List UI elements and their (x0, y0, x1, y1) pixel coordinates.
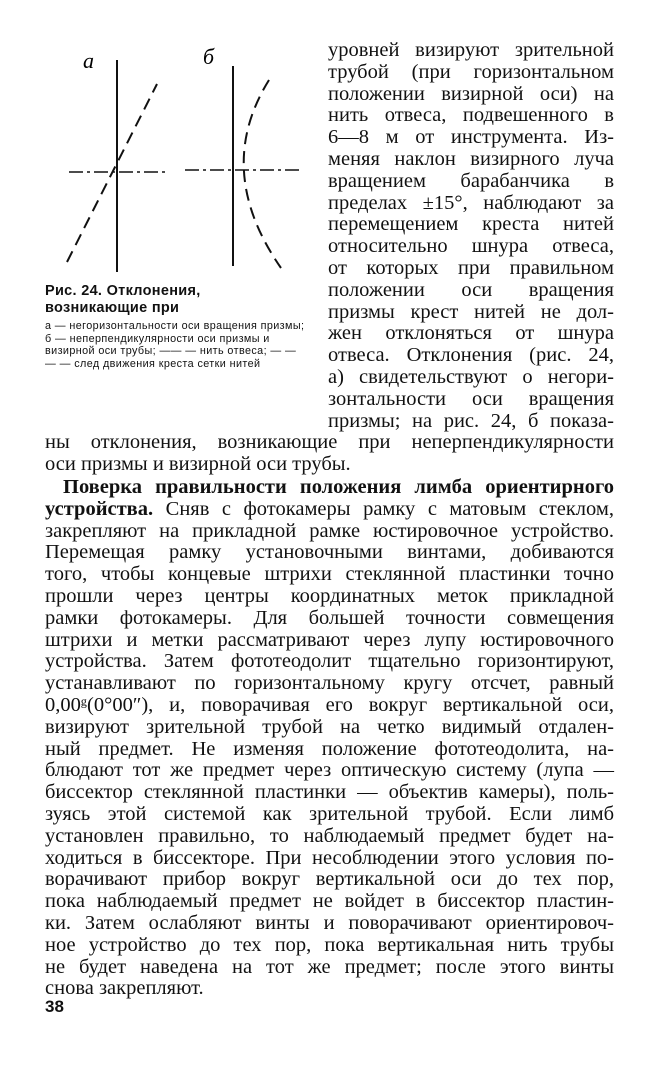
page-number: 38 (45, 997, 64, 1016)
text-line: рамки фотокамеры. Для большей точности совмещения (45, 606, 614, 629)
text-line: пределах ±15°, наблюдают за (328, 191, 614, 214)
figure-label-a: а (83, 48, 94, 73)
text-line: от которых при правильном (328, 256, 614, 279)
text-line: нить отвеса, подвешенного в (328, 104, 614, 127)
text-line: оси призмы и визирной оси трубы. (45, 452, 351, 475)
text-line: положении визирной оси) на (328, 82, 614, 105)
paragraph-lens-check (45, 477, 614, 1000)
text-line: устройства. Затем фототеодолит тщательно горизонтируют, (45, 650, 614, 673)
text-line: жен отклоняться от шнура (328, 322, 614, 345)
text-line: зонтальности оси вращения (328, 387, 614, 410)
right-column-text (328, 40, 614, 432)
text-line: штрихи и метки рассматривают через лупу юстировочного (45, 628, 614, 651)
figure-24-diagram (45, 40, 315, 280)
text-line: перемещением креста нитей (328, 213, 614, 236)
text-line: уровней визируют зрительной (328, 39, 614, 61)
text-line: ки. Затем ослабляют винты и поворачивают ориентировоч- (45, 911, 614, 934)
text-line: установлен правильно, то наблюдаемый предмет будет на- (45, 824, 614, 847)
text-line: устанавливают по горизонтальному кругу отсчет, равный (45, 672, 614, 695)
text-line: визируют зрительной трубой на четко видимый отдален- (45, 715, 614, 738)
crosshair-trace-a (67, 84, 157, 262)
text-line: закрепляют на прикладной рамке юстировочное устройство. (45, 519, 614, 542)
paragraph-heading-end: устройства. (45, 497, 154, 520)
figure-label-b: б (203, 44, 215, 69)
text-line: Перемещая рамку установочными винтами, добиваются (45, 541, 614, 564)
text-line: отвеса. Отклонения (рис. 24, (328, 344, 614, 367)
text-line: меняя наклон визирного луча (328, 147, 614, 170)
caption-title: Рис. 24. Отклонения, возникающие при (45, 283, 201, 316)
text-line: относительно шнура отвеса, (328, 235, 614, 258)
paragraph-heading: Поверка правильности положения лимба ориентирного (63, 476, 614, 498)
text-line: блюдают тот же предмет через оптическую систему (лупа — (45, 759, 614, 782)
text-line: 0,00ᵍ(0°00″), и, поворачивая его вокруг вертикальной оси, (45, 693, 614, 716)
text-line: прошли через центры координатных меток прикладной (45, 584, 614, 607)
text-line: зуясь этой системой как зрительной трубой. Если лимб (45, 802, 614, 825)
paragraph-continuation (45, 432, 614, 476)
text-line: трубой (при горизонтальном (328, 60, 614, 83)
text-line: ное устройство до тех пор, пока вертикальная нить трубы (45, 933, 614, 956)
text-line: ходиться в биссекторе. При несоблюдении этого условия по- (45, 846, 614, 869)
text-line: а) свидетельствуют о негори- (328, 365, 614, 388)
text-line: 6—8 м от инструмента. Из- (328, 126, 614, 149)
text-line: вращением барабанчика в (328, 169, 614, 192)
text-line: ворачивают прибор вокруг вертикальной оси до тех пор, (45, 868, 614, 891)
text-line: ный предмет. Не изменяя положение фототеодолита, на- (45, 737, 614, 760)
figure-caption (45, 283, 307, 370)
text-line: призмы; на рис. 24, б показа- (328, 409, 614, 432)
text-line: пока наблюдаемый предмет не войдет в биссектор пластин- (45, 890, 614, 913)
text-line-rest: Сняв с фотокамеры рамку с матовым стеклом, (165, 497, 614, 520)
text-line: ны отклонения, возникающие при неперпендикулярности (45, 431, 614, 453)
text-line: призмы крест нитей не дол- (328, 300, 614, 323)
text-line (45, 499, 614, 521)
text-line: положении оси вращения (328, 278, 614, 301)
text-line: того, чтобы концевые штрихи стеклянной пластинки точно (45, 563, 614, 586)
text-line: не будет наведена на тот же предмет; после этого винты (45, 955, 614, 978)
caption-legend: а — негоризонтальности оси вращения призмы; б — неперпендикулярности оси призмы и визирной оси трубы; —— — нить отвеса; — — — — след движения креста сетки нитей (45, 320, 305, 370)
text-line: снова закрепляют. (45, 977, 204, 1000)
text-line: биссектор стеклянной пластинки — объектив камеры), поль- (45, 781, 614, 804)
figure-24 (45, 40, 315, 280)
crosshair-trace-b (244, 80, 281, 268)
